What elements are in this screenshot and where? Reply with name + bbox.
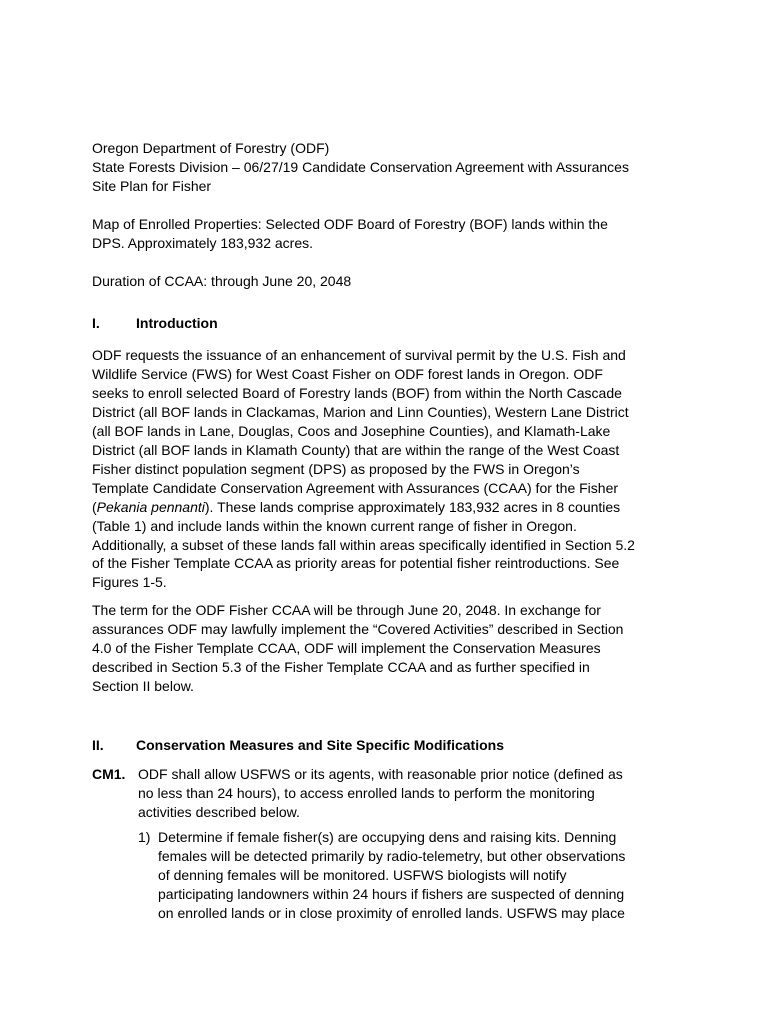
paragraph-line: described in Section 5.3 of the Fisher Template CCAA and as further specified in [92,658,590,675]
cm-line: ODF shall allow USFWS or its agents, with reasonable prior notice (defined as [138,765,623,782]
introduction-paragraph-1 [92,346,692,592]
cm-line: activities described below. [138,803,300,820]
duration-line: Duration of CCAA: through June 20, 2048 [92,272,352,289]
list-item-line: Determine if female fisher(s) are occupying dens and raising kits. Denning [158,829,617,846]
paragraph-line: District (all BOF lands in Clackamas, Marion and Linn Counties), Western Lane District [92,404,629,421]
list-item-line: of denning females will be monitored. USFWS biologists will notify [158,867,567,884]
species-open-paren: ( [92,498,97,515]
species-line-rest: ). These lands comprise approximately 183,932 acres in 8 counties [204,498,621,515]
section-number: I. [92,315,100,332]
section-heading-conservation-measures [92,736,692,755]
introduction-paragraph-2 [92,601,692,696]
section-title: Conservation Measures and Site Specific Modifications [136,736,504,753]
paragraph-line: (Table 1) and include lands within the known current range of fisher in Oregon. [92,517,577,534]
paragraph-line: The term for the ODF Fisher CCAA will be through June 20, 2048. In exchange for [92,602,601,619]
conservation-measure-cm1 [92,765,692,822]
paragraph-line: Section II below. [92,677,194,694]
header-line: Oregon Department of Forestry (ODF) [92,140,330,156]
paragraph-line: ODF requests the issuance of an enhancement of survival permit by the U.S. Fish and [92,347,626,364]
header-line: State Forests Division – 06/27/19 Candidate Conservation Agreement with Assurances [92,158,629,175]
cm-text [138,765,692,822]
paragraph-line: of the Fisher Template CCAA as priority areas for potential fisher reintroductions. See [92,555,620,572]
map-of-enrolled-properties [92,215,692,253]
section-heading-introduction [92,314,692,333]
paragraph-line: Additionally, a subset of these lands fall within areas specifically identified in Section 5.2 [92,536,635,553]
cm-line: no less than 24 hours), to access enrolled lands to perform the monitoring [138,784,595,801]
paragraph-line: Template Candidate Conservation Agreement with Assurances (CCAA) for the Fisher [92,479,619,496]
duration-statement [92,272,692,291]
list-item-line: on enrolled lands or in close proximity of enrolled lands. USFWS may place [158,905,625,922]
paragraph-line: seeks to enroll selected Board of Forestry lands (BOF) from within the North Cascade [92,385,622,402]
cm-label: CM1. [92,765,126,782]
list-item-number: 1) [138,829,151,846]
paragraph-line [92,498,692,517]
paragraph-line: Fisher distinct population segment (DPS) as proposed by the FWS in Oregon’s [92,460,580,477]
paragraph-line: assurances ODF may lawfully implement the “Covered Activities” described in Section [92,621,624,638]
map-line: Map of Enrolled Properties: Selected ODF Board of Forestry (BOF) lands within the [92,215,608,232]
section-number: II. [92,736,104,753]
monitoring-item-1 [92,828,692,923]
map-line: DPS. Approximately 183,932 acres. [92,234,314,251]
paragraph-line: Figures 1-5. [92,574,167,591]
list-item-line: participating landowners within 24 hours if fishers are suspected of denning [158,886,625,903]
species-name: Pekania pennanti [96,498,205,515]
header-line: Site Plan for Fisher [92,177,212,194]
list-item-line: females will be detected primarily by radio-telemetry, but other observations [158,848,626,865]
paragraph-line: (all BOF lands in Lane, Douglas, Coos and Josephine Counties), and Klamath-Lake [92,423,611,440]
paragraph-line: Wildlife Service (FWS) for West Coast Fisher on ODF forest lands in Oregon. ODF [92,366,603,383]
document-header [92,139,692,196]
paragraph-line: 4.0 of the Fisher Template CCAA, ODF will implement the Conservation Measures [92,640,601,657]
document-page [92,139,692,923]
section-title: Introduction [136,315,218,332]
paragraph-line: District (all BOF lands in Klamath County) that are within the range of the West Coast [92,441,620,458]
